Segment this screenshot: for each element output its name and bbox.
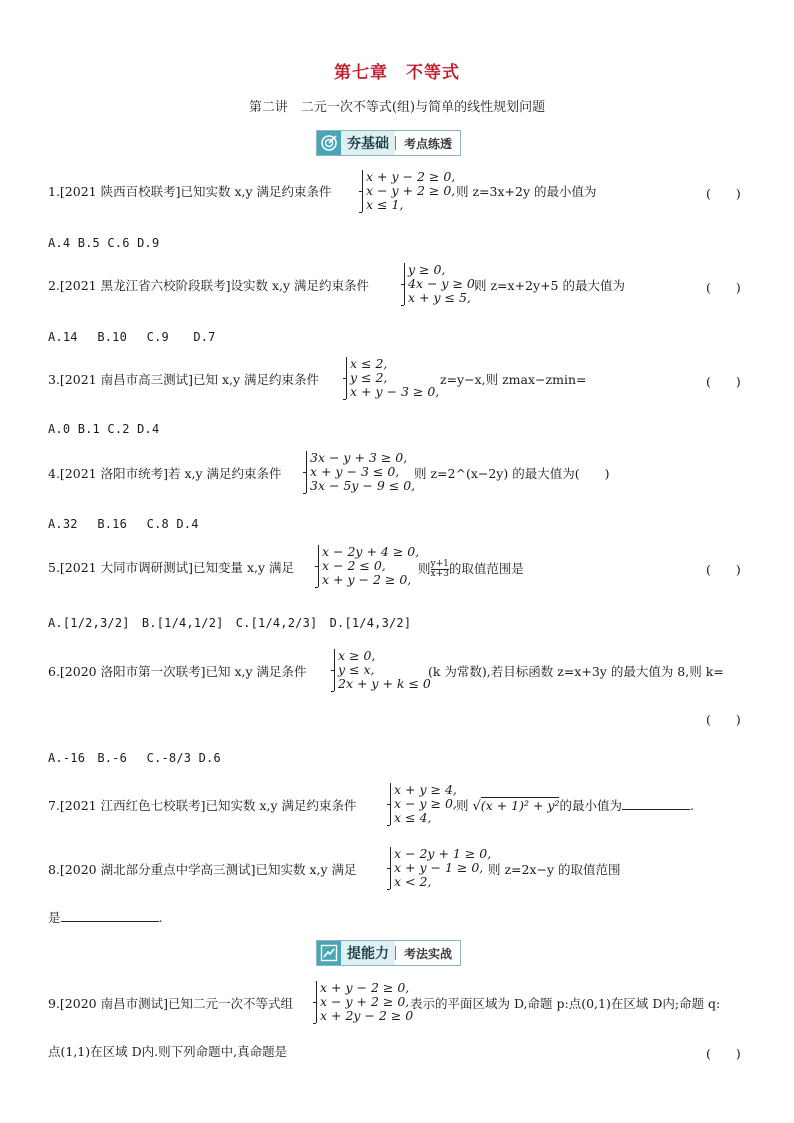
question-1 xyxy=(48,184,332,200)
question-8-stem: 8.[2020 湖北部分重点中学高三测试]已知实数 x,y 满足 xyxy=(48,862,357,877)
question-9-continuation: 点(1,1)在区域 D内.则下列命题中,真命题是 xyxy=(48,1044,288,1059)
constraint: x + y − 2 ≥ 0, xyxy=(320,980,410,995)
question-7-post: 则 √(x + 1)² + y²的最小值为 . xyxy=(456,798,694,814)
question-5-post xyxy=(418,560,524,579)
post-text: 则 xyxy=(456,798,469,813)
constraint: x ≥ 0, xyxy=(338,648,376,663)
question-6-options: A.-16 B.-6 C.-8/3 D.6 xyxy=(48,751,221,765)
constraint: x + 2y − 2 ≥ 0 xyxy=(320,1008,414,1023)
question-6-post: (k 为常数),若目标函数 z=x+3y 的最大值为 8,则 k= xyxy=(428,664,724,679)
question-3-stem: 3.[2021 南昌市高三测试]已知 x,y 满足约束条件 xyxy=(48,372,319,387)
answer-paren: ( ) xyxy=(706,374,741,389)
constraint: y ≤ 2, xyxy=(350,370,388,385)
question-9-stem: 9.[2020 南昌市测试]已知二元一次不等式组 xyxy=(48,996,293,1011)
answer-paren: ( ) xyxy=(706,1046,741,1061)
post-text: 的最小值为 xyxy=(559,798,622,813)
question-3 xyxy=(48,372,319,388)
question-4-stem: 4.[2021 洛阳市统考]若 x,y 满足约束条件 xyxy=(48,466,282,481)
question-7-system xyxy=(390,783,457,825)
constraint: y ≤ x, xyxy=(338,662,375,677)
question-8-continuation: 是 . xyxy=(48,910,163,925)
constraint: x − 2y + 4 ≥ 0, xyxy=(322,544,420,559)
post-text: 则 xyxy=(418,561,431,576)
banner-sub-label: 考点练透 xyxy=(404,136,453,151)
question-1-stem: 1.[2021 陕西百校联考]已知实数 x,y 满足约束条件 xyxy=(48,184,332,199)
answer-paren: ( ) xyxy=(706,280,741,295)
question-9-system xyxy=(316,981,413,1023)
question-5 xyxy=(48,560,294,576)
answer-paren: ( ) xyxy=(706,562,741,577)
radical-expression: (x + 1)² + y² xyxy=(480,798,560,813)
question-1-options: A.4 B.5 C.6 D.9 xyxy=(48,236,160,250)
question-4-post: 则 z=2^(x−2y) 的最大值为( ) xyxy=(414,466,610,481)
question-3-system xyxy=(346,357,439,399)
banner-main-label: 提能力 xyxy=(341,941,395,965)
constraint: x + y − 3 ≤ 0, xyxy=(310,464,400,479)
chapter-title: 第七章 不等式 xyxy=(334,63,460,83)
banner-main-label: 夯基础 xyxy=(341,131,395,155)
question-4-system xyxy=(306,451,415,493)
constraint: x < 2, xyxy=(394,874,432,889)
constraint: 2x + y + k ≤ 0 xyxy=(338,676,431,691)
constraint: x − y ≥ 0, xyxy=(394,796,457,811)
question-2 xyxy=(48,278,369,294)
constraint: x ≤ 4, xyxy=(394,810,432,825)
constraint: x + y − 3 ≥ 0, xyxy=(350,384,440,399)
constraint: x − y + 2 ≥ 0, xyxy=(320,994,410,1009)
question-8-post: 则 z=2x−y 的取值范围 xyxy=(488,862,621,877)
constraint: x + y − 2 ≥ 0, xyxy=(322,572,412,587)
answer-blank[interactable] xyxy=(61,921,159,922)
constraint: x ≤ 1, xyxy=(366,197,404,212)
question-4 xyxy=(48,466,282,482)
constraint: x + y ≥ 4, xyxy=(394,782,457,797)
section-banner-advanced xyxy=(316,940,461,966)
constraint: x ≤ 2, xyxy=(350,356,388,371)
constraint: x + y − 1 ≥ 0, xyxy=(394,860,484,875)
question-6 xyxy=(48,664,307,680)
banner-sub-label: 考法实战 xyxy=(404,946,453,961)
constraint: 3x − 5y − 9 ≤ 0, xyxy=(310,478,416,493)
fraction-denominator: x+3 xyxy=(430,569,449,579)
question-8 xyxy=(48,862,357,878)
question-2-post: 则 z=x+2y+5 的最大值为 xyxy=(474,278,625,293)
target-icon xyxy=(317,131,341,155)
section-banner-basics xyxy=(316,130,461,156)
question-3-post: z=y−x,则 zmax−zmin= xyxy=(440,372,587,387)
question-7-stem: 7.[2021 江西红色七校联考]已知实数 x,y 满足约束条件 xyxy=(48,798,357,813)
constraint: x − 2 ≤ 0, xyxy=(322,558,386,573)
question-2-options: A.14 B.10 C.9 D.7 xyxy=(48,330,216,344)
post-text: 的取值范围是 xyxy=(448,561,524,576)
constraint: y ≥ 0, xyxy=(408,262,446,277)
question-7 xyxy=(48,798,357,814)
question-8-system xyxy=(390,847,491,889)
constraint: x + y − 2 ≥ 0, xyxy=(366,169,456,184)
constraint: 4x − y ≥ 0, xyxy=(408,276,479,291)
question-2-system xyxy=(404,263,479,305)
constraint: x − y + 2 ≥ 0, xyxy=(366,183,456,198)
question-1-system xyxy=(362,170,455,212)
question-2-stem: 2.[2021 黑龙江省六校阶段联考]设实数 x,y 满足约束条件 xyxy=(48,278,369,293)
question-4-options: A.32 B.16 C.8 D.4 xyxy=(48,517,199,531)
question-5-options: A.[1/2,3/2] B.[1/4,1/2] C.[1/4,2/3] D.[1/4,3/2] xyxy=(48,616,412,630)
constraint: 3x − y + 3 ≥ 0, xyxy=(310,450,408,465)
answer-paren: ( ) xyxy=(706,712,741,727)
question-5-stem: 5.[2021 大同市调研测试]已知变量 x,y 满足 xyxy=(48,560,294,575)
question-5-system xyxy=(318,545,419,587)
constraint: x + y ≤ 5, xyxy=(408,290,471,305)
constraint: x − 2y + 1 ≥ 0, xyxy=(394,846,492,861)
question-9-post: 表示的平面区域为 D,命题 p:点(0,1)在区域 D内;命题 q: xyxy=(410,996,721,1011)
question-3-options: A.0 B.1 C.2 D.4 xyxy=(48,422,160,436)
section-title: 第二讲 二元一次不等式(组)与简单的线性规划问题 xyxy=(248,100,546,115)
question-9 xyxy=(48,996,293,1012)
question-1-post: 则 z=3x+2y 的最小值为 xyxy=(456,184,597,199)
answer-blank[interactable] xyxy=(622,809,690,810)
question-6-stem: 6.[2020 洛阳市第一次联考]已知 x,y 满足条件 xyxy=(48,664,307,679)
fraction-numerator: y+1 xyxy=(430,559,449,569)
continuation-text: 是 xyxy=(48,910,61,925)
chart-up-icon xyxy=(317,941,341,965)
question-6-system xyxy=(334,649,431,691)
fraction xyxy=(431,560,449,579)
answer-paren: ( ) xyxy=(706,186,741,201)
